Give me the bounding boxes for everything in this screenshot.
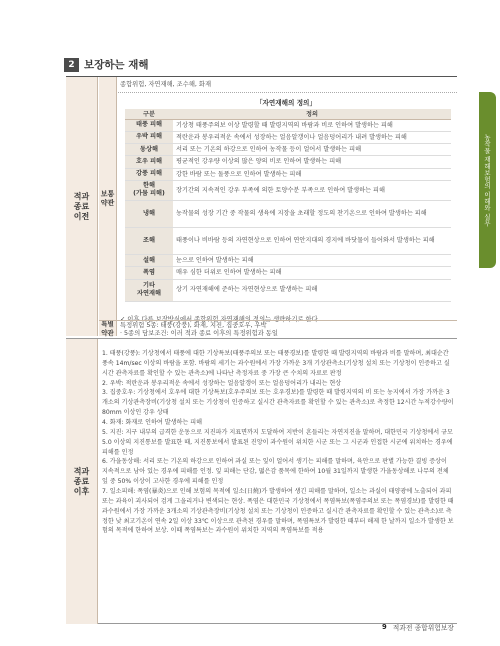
hazard-definition: 서리 또는 기온의 하강으로 인하여 농작물 등이 얼어서 발생하는 피해 (173, 144, 451, 156)
list-item: 7. 일소피해: 폭염(暴炎)으로 인해 보험의 목적에 일소(日燒)가 발생하여 생긴 피해를 말하며, 일소는 과실이 태양광에 노출되어 과피 또는 과육이 괴사되어 검게 그을리거나 변색되는 현상. 폭염은 대한민국 기상청에서 폭염특보(폭염주의보 또는 폭염경보)를 발령한 때 과수원에서 가장 가까운 3개소의 기상관측장비(기상청 설치 또는 기상청이 인증하고 실시간 관측자료를 확인할 수 있는 관측소)로 측정한 낮 최고기온이 연속 2일 이상 33℃ 이상으로 관측된 경우를 말하며, 폭염특보가 발령한 때부터 해제 한 날까지 일소가 발생한 보험의 목적에 한하여 보상. 이때 폭염특보는 과수원이 위치한 지역의 폭염특보를 적용 (102, 488, 454, 535)
hazard-name: 한해 (가뭄 피해) (125, 180, 173, 200)
after-thinning-list (102, 349, 454, 536)
hazard-name: 동상해 (125, 144, 173, 156)
hazard-definition: 상기 자연재해에 준하는 자연현상으로 발생하는 피해 (173, 279, 451, 301)
hazard-name: 강풍 피해 (125, 168, 173, 180)
basic-intro: 종합위험, 자연재해, 조수해, 화재 (120, 81, 212, 88)
hazard-definition: 매우 심한 더위로 인하여 발생하는 피해 (173, 267, 451, 279)
hazard-name: 우박 피해 (125, 131, 173, 143)
section-header (64, 57, 149, 72)
divider (66, 338, 457, 339)
list-item: 4. 화재: 화재로 인하여 발생하는 피해 (102, 419, 202, 427)
hazard-name: 폭염 (125, 267, 173, 279)
special-line-2: · 5종의 담보조건: 이러 적과 종료 이후의 특정위험과 동일 (120, 330, 278, 337)
page-footer (382, 622, 454, 632)
divider (118, 92, 457, 93)
list-item: 5. 지진: 지구 내부의 급격한 운동으로 지진파가 지표면까지 도달하여 지반이 흔들리는 자연지진을 말하며, 대한민국 기상청에서 규모 5.0 이상의 지진통보를 발표한 때, 지진통보에서 발표된 진앙이 과수원이 위치한 시군 또는 그 시군과 인접한 시군에 위치하는 경우에 피해를 인정 (102, 428, 453, 456)
list-item: 2. 우박: 적란운과 봉우리적운 속에서 성장하는 얼음알갱이 또는 얼음덩어리가 내리는 현상 (102, 379, 342, 387)
list-item: 6. 가을동상해: 서리 또는 기온의 하강으로 인하여 과실 또는 잎이 얼어서 생기는 피해를 말하며, 육안으로 판별 가능한 결빙 증상이 지속적으로 남아 있는 경우에 피해를 인정. 잎 피해는 단감, 떫은감 품목에 한하여 10월 31일까지 발생한 가을동상해로 나무의 전체 잎 중 50% 이상이 고사한 경우에 피해를 인정 (102, 458, 449, 486)
hazard-definition: 태풍이나 비바람 등의 자연현상으로 인하여 연안지대의 경지에 바닷물이 들어와서 발생하는 피해 (173, 227, 451, 254)
col-category: 구분 (125, 109, 173, 119)
hazard-definition: 평균적인 강우량 이상의 많은 양의 비로 인하여 발생하는 피해 (173, 156, 451, 168)
row-header-after-thinning-label: 적과 종료 이후 (73, 466, 90, 496)
row-header-basic-contract-label: 보통 약관 (100, 189, 115, 207)
hazard-name: 조해 (125, 227, 173, 254)
row-header-after-thinning (66, 339, 98, 624)
hazard-definition: 기상청 태풍주의보 이상 발령할 때 발령지역의 바람과 비로 인하여 발생하는 피해 (173, 119, 451, 131)
chapter-side-tab-label: 농작물 재해보험의 이해와 실무 (483, 133, 491, 227)
coverage-table (66, 76, 457, 624)
hazard-definition: 적란운과 봉우리적운 속에서 성장하는 얼음알갱이나 얼음덩어리가 내려 발생하는 피해 (173, 131, 451, 143)
list-item: 1. 태풍(강풍): 기상청에서 태풍에 대한 기상특보(태풍주의보 또는 태풍경보)를 발령한 때 발령지역의 바람과 비를 말하며, 최대순간풍속 14m/sec 이상의 바람을 포함. 바람의 세기는 과수원에서 가장 가까운 3개 기상관측소(기상청 설치 또는 기상청이 인증하고 실시간 관측자료를 확인할 수 있는 관측소)에 나타난 측정자료 중 가장 큰 수치의 자료로 판정 (102, 350, 450, 377)
hazard-definition: 눈으로 인하여 발생하는 피해 (173, 254, 451, 266)
row-header-before-thinning-label: 적과 종료 이전 (73, 191, 90, 221)
hazard-name: 호우 피해 (125, 156, 173, 168)
special-line-1: 특정위험 5종: 태풍(강풍), 화재, 지진, 집중호우, 우박 (120, 322, 267, 329)
natural-disaster-table (125, 109, 451, 302)
hazard-name: 설해 (125, 254, 173, 266)
row-header-before-thinning (66, 77, 98, 336)
hazard-table-title: 「자연재해의 정의」 (255, 99, 317, 107)
page-number: 9 (382, 623, 387, 631)
section-title: 보장하는 재해 (84, 59, 149, 71)
hazard-name: 기타 자연재해 (125, 279, 173, 301)
col-definition: 정의 (173, 109, 451, 119)
list-item: 3. 집중호우: 기상청에서 호우에 대한 기상특보(호우주의보 또는 호우경보)를 발령한 때 발령지역의 비 또는 농지에서 가장 가까운 3개소의 기상관측장비(기상청 설치 또는 기상청이 인증하고 실시간 관측자료를 확인할 수 있는 관측소)로 측정한 12시간 누적강수량이 80mm 이상인 강우 상태 (102, 389, 454, 417)
chapter-side-tab (479, 92, 496, 268)
section-number: 2 (64, 58, 79, 72)
row-header-special-contract (99, 321, 117, 336)
footer-title: 적과전 종합위험보장 (392, 624, 454, 632)
hazard-name: 냉해 (125, 200, 173, 227)
hazard-name: 태풍 피해 (125, 119, 173, 131)
hazard-definition: 강한 바람 또는 돌풍으로 인하여 발생하는 피해 (173, 168, 451, 180)
hazard-definition: 농작물의 성장 기간 중 작물의 생육에 지장을 초래할 정도의 찬기온으로 인하여 발생하는 피해 (173, 200, 451, 227)
hazard-definition: 장기간의 지속적인 강우 부족에 의한 토양수분 부족으로 인하여 발생하는 피해 (173, 180, 451, 200)
row-header-special-contract-label: 특별 약관 (101, 320, 114, 337)
basic-note: ✓ 이후 다른 보장방식에서 종합위험 자연재해의 정의는 생략하기로 한다. (120, 316, 320, 323)
row-header-basic-contract (99, 77, 117, 320)
